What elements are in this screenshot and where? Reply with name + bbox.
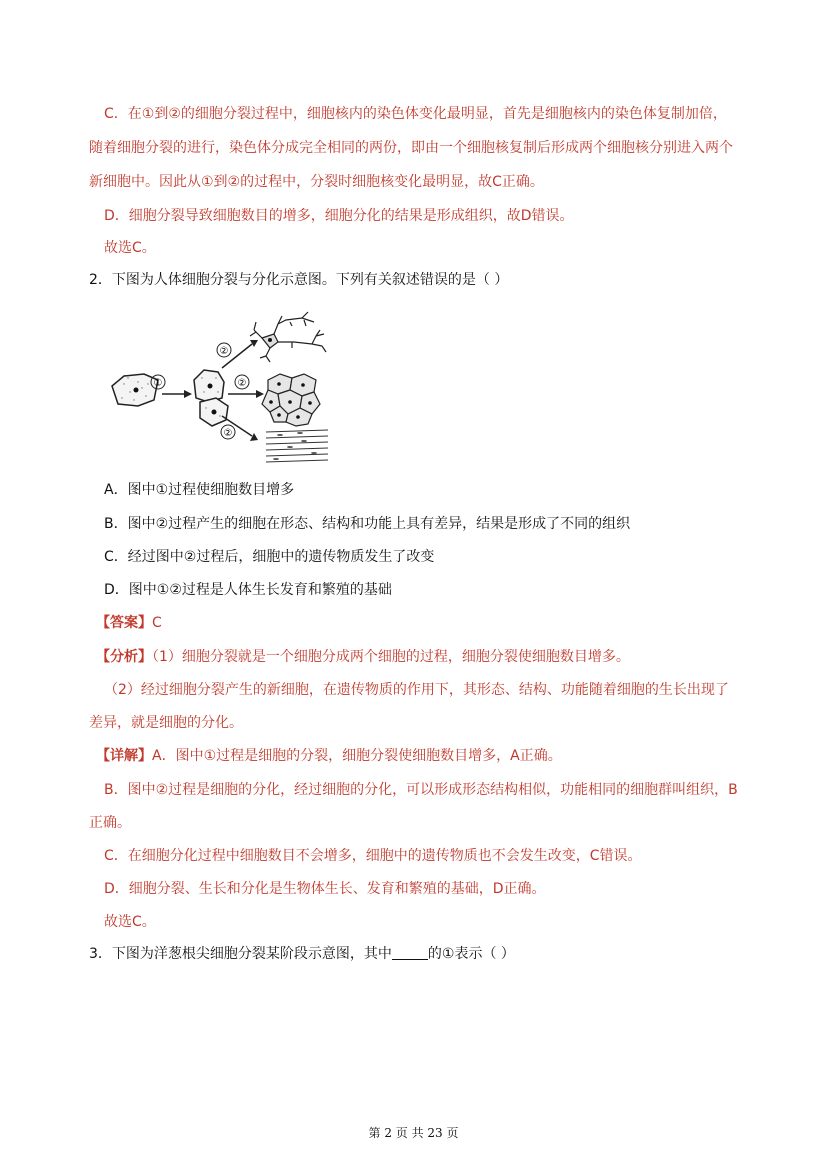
detail-c: C．在细胞分化过程中细胞数目不会增多，细胞中的遗传物质也不会发生改变，C错误。 <box>104 848 642 864</box>
muscle-tissue <box>266 430 328 462</box>
detail-head: 【详解】 <box>96 748 152 764</box>
prev-choice: 故选C。 <box>104 240 156 256</box>
q3-blank <box>392 945 428 960</box>
cell-division-diagram <box>104 308 344 468</box>
detail-b1: B．图中②过程是细胞的分化，经过细胞的分化，可以形成形态结构相似，功能相同的细胞群叫组织，B <box>104 782 738 798</box>
label-process-2c: ② <box>223 428 233 439</box>
option-b: B．图中②过程产生的细胞在形态、结构和功能上具有差异，结果是形成了不同的组织 <box>104 516 631 532</box>
q3-stem-after: 的①表示（ ） <box>427 946 515 962</box>
label-process-2a: ② <box>219 346 229 357</box>
detail-a: A．图中①过程是细胞的分裂，细胞分裂使细胞数目增多，A正确。 <box>152 748 562 764</box>
analysis-head: 【分析】 <box>96 649 152 665</box>
option-c: C．经过图中②过程后，细胞中的遗传物质发生了改变 <box>104 549 435 565</box>
analysis-2b: 差异，就是细胞的分化。 <box>89 715 243 731</box>
analysis-1: （1）细胞分裂就是一个细胞分成两个细胞的过程，细胞分裂使细胞数目增多。 <box>152 649 630 665</box>
answer-head: 【答案】 <box>96 615 152 631</box>
prev-option-c-line3: 新细胞中。因此从①到②的过程中，分裂时细胞核变化最明显，故C正确。 <box>89 174 544 190</box>
detail-b2: 正确。 <box>89 815 131 831</box>
page-footer: 第 2 页 共 23 页 <box>368 1126 459 1140</box>
question-2-stem: 2．下图为人体细胞分裂与分化示意图。下列有关叙述错误的是（ ） <box>89 272 509 288</box>
neuron-cell <box>250 312 326 362</box>
q2-choice: 故选C。 <box>104 914 156 930</box>
prev-option-c-line2: 随着细胞分裂的进行，染色体分成完全相同的两份，即由一个细胞核复制后形成两个细胞核分别进入两个 <box>89 140 733 156</box>
option-d: D．图中①②过程是人体生长发育和繁殖的基础 <box>104 582 392 598</box>
question-3-stem <box>89 944 515 964</box>
detail-block <box>96 746 562 766</box>
answer-block <box>96 613 162 633</box>
epithelial-tissue <box>262 374 320 426</box>
answer-value: C <box>152 615 162 631</box>
detail-d: D．细胞分裂、生长和分化是生物体生长、发育和繁殖的基础，D正确。 <box>104 881 546 897</box>
label-process-1: ① <box>153 378 163 389</box>
option-a: A．图中①过程使细胞数目增多 <box>104 482 295 498</box>
q3-stem-before: 3．下图为洋葱根尖细胞分裂某阶段示意图，其中 <box>89 946 392 962</box>
analysis-block <box>96 647 630 667</box>
prev-option-c-line1: C．在①到②的细胞分裂过程中，细胞核内的染色体变化最明显，首先是细胞核内的染色体复制加倍， <box>104 106 727 122</box>
analysis-2a: （2）经过细胞分裂产生的新细胞，在遗传物质的作用下，其形态、结构、功能随着细胞的生长出现了 <box>104 682 729 698</box>
label-process-2b: ② <box>237 378 247 389</box>
prev-option-d: D．细胞分裂导致细胞数目的增多，细胞分化的结果是形成组织，故D错误。 <box>104 208 574 224</box>
